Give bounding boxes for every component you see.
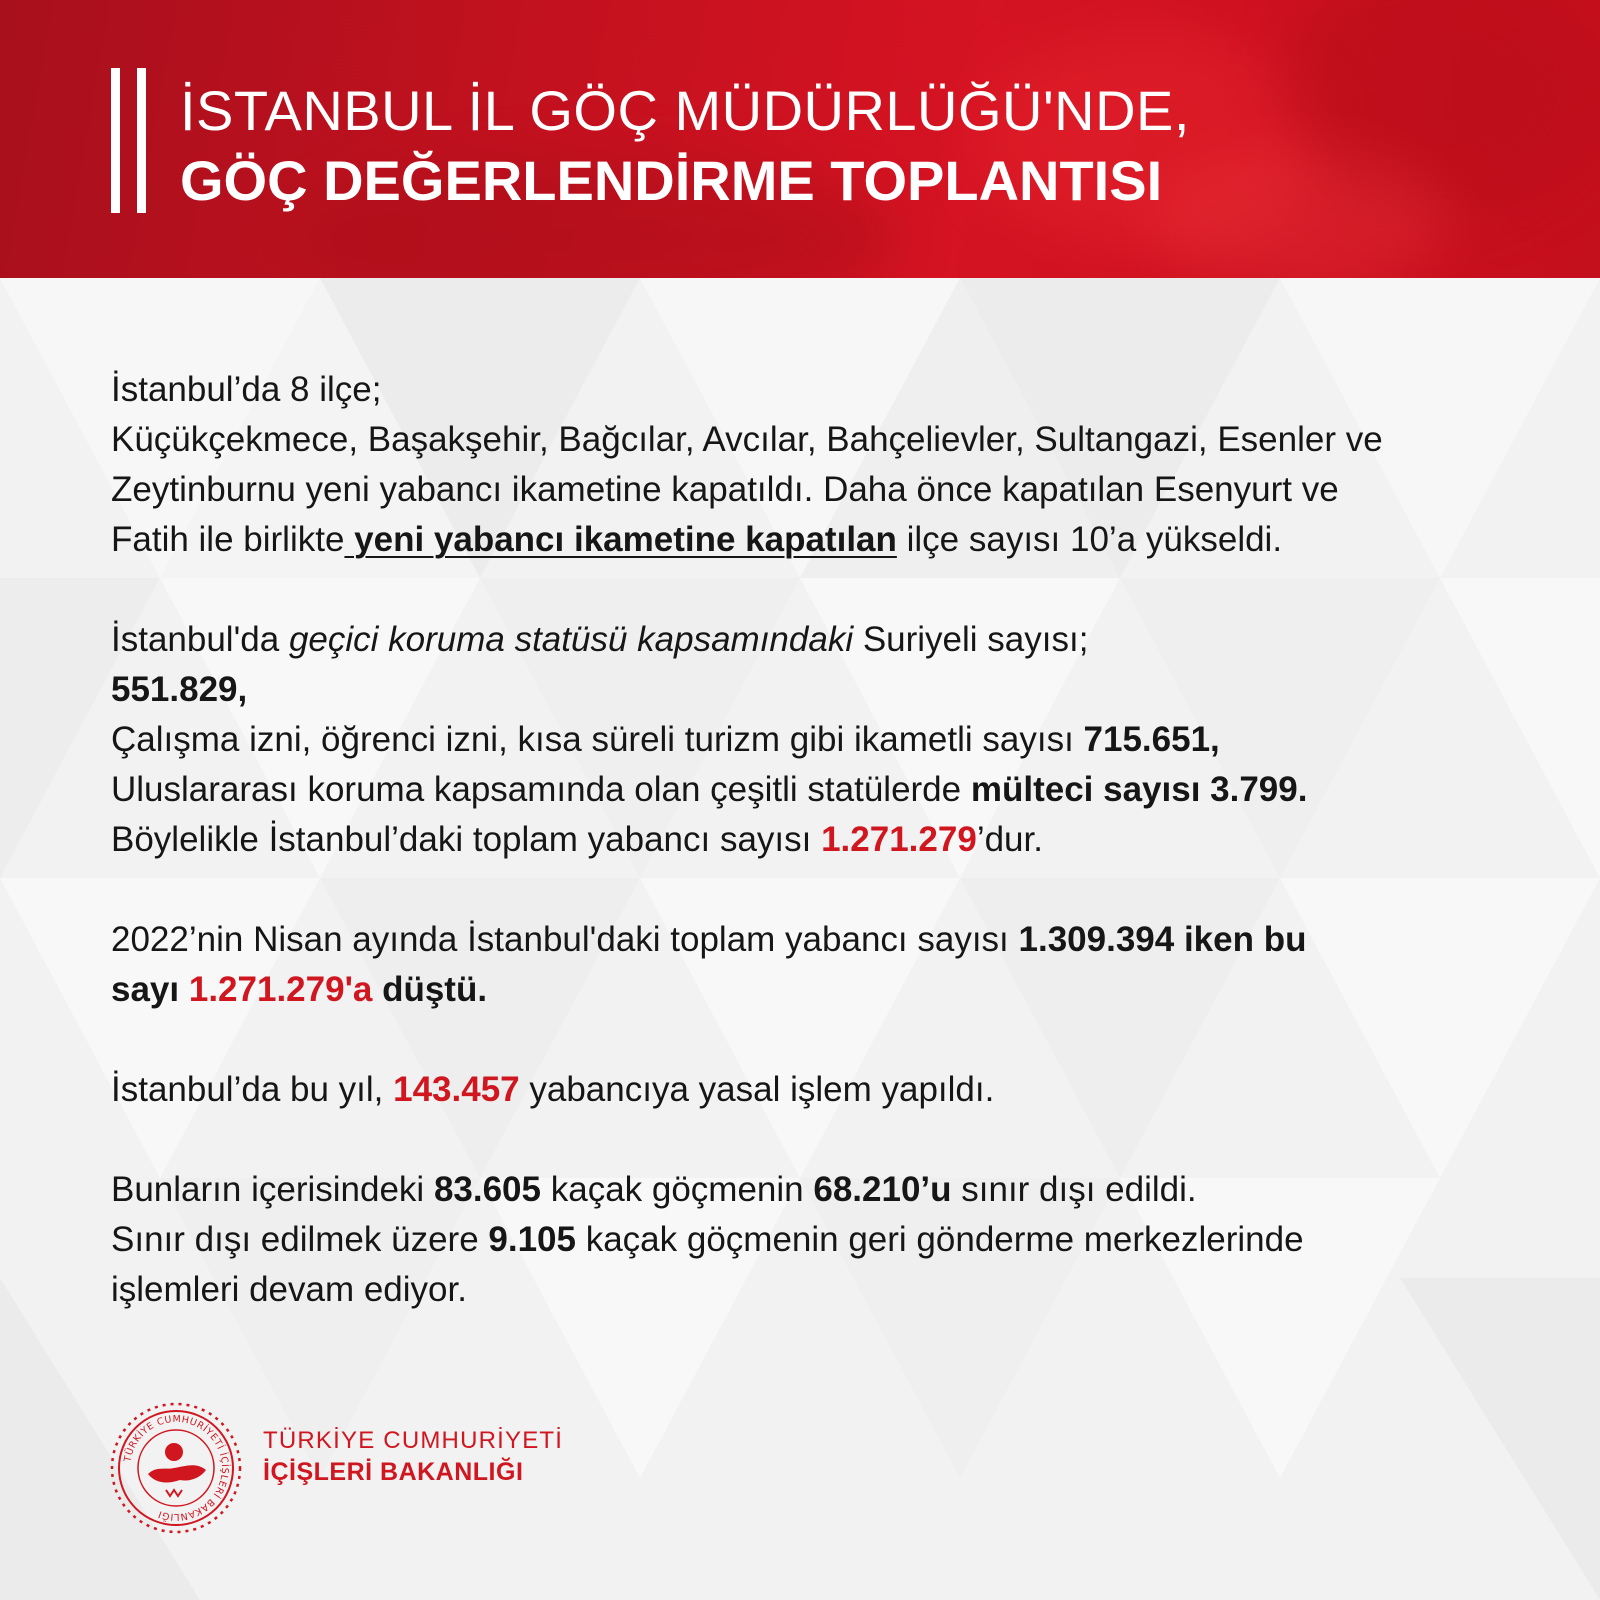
text-line: 2022’nin Nisan ayında İstanbul'daki toplam yabancı sayısı 1.309.394 iken bu: [111, 920, 1307, 959]
residence-count: 715.651,: [1083, 720, 1220, 759]
text-line: Böylelikle İstanbul’daki toplam yabancı sayısı 1.271.279’dur.: [111, 820, 1043, 859]
underlined-highlight: yeni yabancı ikametine kapatılan: [344, 520, 897, 559]
refugee-count: mülteci sayısı 3.799.: [970, 770, 1308, 809]
text-line: Uluslararası koruma kapsamında olan çeşitli statülerde mülteci sayısı 3.799.: [111, 770, 1308, 809]
text-line: Zeytinburnu yeni yabancı ikametine kapatıldı. Daha önce kapatılan Esenyurt ve: [111, 470, 1339, 509]
page-title-line2: GÖÇ DEĞERLENDİRME TOPLANTISI: [180, 149, 1163, 212]
brand-line1: TÜRKİYE CUMHURİYETİ: [263, 1427, 564, 1454]
svg-text:TÜRKİYE CUMHURİYETİ İÇİŞLERİ B: TÜRKİYE CUMHURİYETİ İÇİŞLERİ BAKANLIĞI: [122, 1413, 231, 1523]
header-blur-shape: [1150, 150, 1450, 278]
ministry-seal-icon: [108, 1400, 244, 1536]
text-line: Fatih ile birlikte yeni yabancı ikametine kapatılan ilçe sayısı 10’a yükseldi.: [111, 520, 1283, 559]
header-banner: [0, 0, 1600, 278]
text-line: Sınır dışı edilmek üzere 9.105 kaçak göçmenin geri gönderme merkezlerinde: [111, 1220, 1304, 1259]
text-line: Bunların içerisindeki 83.605 kaçak göçmenin 68.210’u sınır dışı edildi.: [111, 1170, 1197, 1209]
page-title-line1: İSTANBUL İL GÖÇ MÜDÜRLÜĞÜ'NDE,: [180, 79, 1190, 142]
total-foreigner-count: 1.271.279: [821, 820, 977, 859]
legal-action-count: 143.457: [393, 1070, 520, 1109]
syrian-count: 551.829,: [111, 670, 248, 709]
main-text-block: [111, 365, 1531, 1315]
text-line: işlemleri devam ediyor.: [111, 1270, 467, 1309]
text-line: Küçükçekmece, Başakşehir, Bağcılar, Avcılar, Bahçelievler, Sultangazi, Esenler ve: [111, 420, 1383, 459]
text-line: İstanbul'da geçici koruma statüsü kapsamındaki Suriyeli sayısı;: [111, 620, 1089, 659]
new-total-count: 1.271.279'a: [188, 970, 373, 1009]
text-line: İstanbul’da 8 ilçe;: [111, 370, 382, 409]
header-double-bar-icon: [111, 68, 151, 213]
text-line: sayı 1.271.279'a düştü.: [111, 970, 488, 1009]
text-line: Çalışma izni, öğrenci izni, kısa süreli turizm gibi ikametli sayısı 715.651,: [111, 720, 1220, 759]
brand-line2: İÇİŞLERİ BAKANLIĞI: [263, 1458, 524, 1486]
ministry-brand: [263, 1426, 563, 1488]
text-line: İstanbul’da bu yıl, 143.457 yabancıya yasal işlem yapıldı.: [111, 1070, 995, 1109]
text-line: [111, 665, 1531, 715]
